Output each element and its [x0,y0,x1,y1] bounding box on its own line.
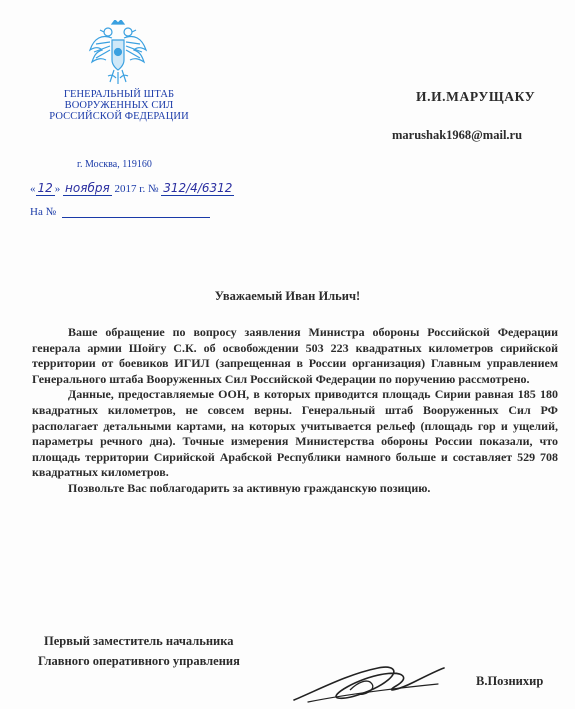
recipient-email: marushak1968@mail.ru [392,128,523,142]
date-day: 12 [37,181,53,195]
letterhead-city: г. Москва, 119160 [77,159,152,170]
paragraph: Ваше обращение по вопросу заявления Министра обороны Российской Федерации генерала армии Шойгу С.К. об освобождении 503 223 квадратных километров сирийской территории от боевиков ИГИЛ (запрещенная в России организация) Главным управлением Генерального штаба Вооруженных Сил Российской Федерации по поручению рассмотрено. [32,325,558,386]
outgoing-date-number: « 12 » ноября 2017 г. № 312/4/6312 [30,181,233,195]
recipient-name: И.И.МАРУЩАКУ [416,89,536,104]
signer-name: В.Познихир [476,674,544,688]
reference-number-line [30,206,210,218]
handwritten-signature [288,660,448,708]
signatory-title-line: Главного оперативного управления [38,654,240,668]
date-year: 2017 г. [114,183,146,195]
paragraph: Данные, предоставляемые ООН, в которых приводится площадь Сирии равная 185 180 квадратных километров, не совсем верны. Генеральный штаб Вооруженных Сил РФ располагает детальными картами, на которых учитывается рельеф (площадь гор и ущелий, параметры речного дна). Точные измерения Министерства обороны России показали, что площадь территории Сирийской Арабской Республики намного больше и составляет 529 708 квадратных километров. [32,387,558,480]
org-line: ГЕНЕРАЛЬНЫЙ ШТАБ [63,89,175,100]
greeting: Уважаемый Иван Ильич! [214,289,361,303]
date-month: ноября [65,181,110,195]
blank-field [62,207,210,218]
letter-body [32,325,558,497]
paragraph: Позвольте Вас поблагодарить за активную гражданскую позицию. [68,480,431,495]
org-line: ВООРУЖЕННЫХ СИЛ [64,100,174,111]
outgoing-number: 312/4/6312 [163,181,233,195]
number-label: № [147,183,159,195]
signatory-title [38,631,240,671]
letterhead-organization [44,89,194,122]
org-line: РОССИЙСКОЙ ФЕДЕРАЦИИ [49,111,189,122]
na-label: На № [30,206,57,218]
signatory-title-line: Первый заместитель начальника [44,634,234,648]
coat-of-arms-icon [88,20,148,86]
